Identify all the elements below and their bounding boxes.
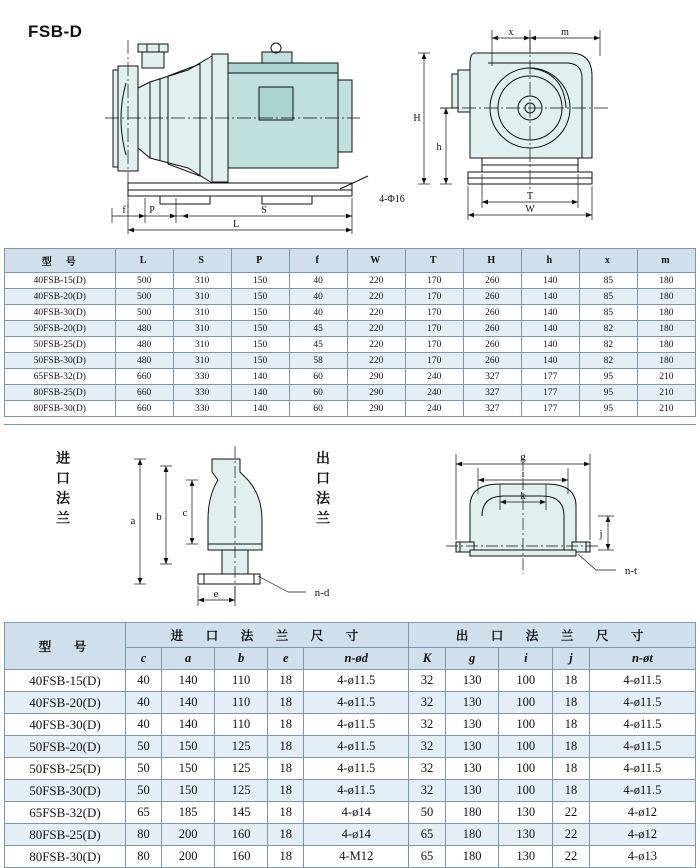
flange-value-cell: 180 bbox=[445, 802, 499, 824]
dim-T: T bbox=[526, 191, 534, 202]
flange-value-cell: 18 bbox=[268, 846, 304, 868]
flange-value-cell: 4-ø11.5 bbox=[304, 780, 409, 802]
main-value-cell: 210 bbox=[637, 385, 695, 401]
main-value-cell: 150 bbox=[231, 321, 289, 337]
flange-value-cell: 50 bbox=[125, 780, 161, 802]
main-value-cell: 260 bbox=[463, 321, 521, 337]
th-P: P bbox=[231, 249, 289, 273]
main-value-cell: 40 bbox=[289, 289, 347, 305]
flange-value-cell: 130 bbox=[499, 824, 553, 846]
main-value-cell: 327 bbox=[463, 369, 521, 385]
flange-value-cell: 18 bbox=[268, 670, 304, 692]
flange-model-cell: 50FSB-20(D) bbox=[5, 736, 126, 758]
table-row bbox=[5, 802, 696, 824]
flange-value-cell: 100 bbox=[499, 780, 553, 802]
th-H: H bbox=[463, 249, 521, 273]
main-value-cell: 40 bbox=[289, 305, 347, 321]
flange-value-cell: 32 bbox=[409, 692, 446, 714]
table-row bbox=[5, 305, 696, 321]
main-value-cell: 60 bbox=[289, 401, 347, 417]
dim-P: P bbox=[149, 205, 155, 216]
dim-b: b bbox=[156, 511, 162, 523]
table-row bbox=[5, 758, 696, 780]
flange-value-cell: 4-ø12 bbox=[589, 824, 695, 846]
table-row bbox=[5, 401, 696, 417]
flange-value-cell: 4-ø11.5 bbox=[589, 670, 695, 692]
flange-value-cell: 18 bbox=[553, 714, 590, 736]
table-row bbox=[5, 780, 696, 802]
flange-value-cell: 22 bbox=[553, 824, 590, 846]
flange-value-cell: 50 bbox=[125, 758, 161, 780]
th-L: L bbox=[115, 249, 173, 273]
flange-value-cell: 50 bbox=[125, 736, 161, 758]
th-K: K bbox=[409, 648, 446, 670]
main-value-cell: 85 bbox=[579, 289, 637, 305]
flange-value-cell: 100 bbox=[499, 736, 553, 758]
main-value-cell: 210 bbox=[637, 401, 695, 417]
page-title: FSB-D bbox=[28, 22, 83, 41]
th-b: b bbox=[215, 648, 268, 670]
main-value-cell: 260 bbox=[463, 273, 521, 289]
dim-m: m bbox=[561, 27, 569, 38]
main-value-cell: 180 bbox=[637, 321, 695, 337]
main-value-cell: 210 bbox=[637, 369, 695, 385]
main-value-cell: 180 bbox=[637, 289, 695, 305]
main-value-cell: 85 bbox=[579, 273, 637, 289]
flange-value-cell: 18 bbox=[268, 758, 304, 780]
th-W: W bbox=[347, 249, 405, 273]
main-value-cell: 180 bbox=[637, 273, 695, 289]
table-row bbox=[5, 692, 696, 714]
main-value-cell: 260 bbox=[463, 353, 521, 369]
main-value-cell: 58 bbox=[289, 353, 347, 369]
flange-value-cell: 4-M12 bbox=[304, 846, 409, 868]
flange-value-cell: 110 bbox=[215, 714, 268, 736]
dim-W: W bbox=[525, 204, 535, 215]
main-value-cell: 480 bbox=[115, 321, 173, 337]
main-model-cell: 40FSB-15(D) bbox=[5, 273, 116, 289]
flange-model-cell: 40FSB-20(D) bbox=[5, 692, 126, 714]
flange-dimension-table bbox=[4, 622, 696, 868]
th-S: S bbox=[173, 249, 231, 273]
main-value-cell: 150 bbox=[231, 289, 289, 305]
flange-value-cell: 50 bbox=[409, 802, 446, 824]
flange-value-cell: 18 bbox=[268, 692, 304, 714]
th-e: e bbox=[268, 648, 304, 670]
flange-value-cell: 130 bbox=[499, 846, 553, 868]
flange-value-cell: 40 bbox=[125, 692, 161, 714]
inlet-flange-label: 进 口 法 兰 bbox=[56, 450, 70, 526]
flange-model-cell: 40FSB-15(D) bbox=[5, 670, 126, 692]
main-value-cell: 290 bbox=[347, 385, 405, 401]
main-model-cell: 50FSB-25(D) bbox=[5, 337, 116, 353]
flange-value-cell: 4-ø11.5 bbox=[589, 758, 695, 780]
main-value-cell: 260 bbox=[463, 289, 521, 305]
th-T: T bbox=[405, 249, 463, 273]
main-value-cell: 330 bbox=[173, 401, 231, 417]
flange-value-cell: 18 bbox=[553, 780, 590, 802]
dim-k: k bbox=[520, 490, 526, 502]
main-model-cell: 65FSB-32(D) bbox=[5, 369, 116, 385]
main-value-cell: 60 bbox=[289, 369, 347, 385]
table-row bbox=[5, 337, 696, 353]
flange-value-cell: 4-ø13 bbox=[589, 846, 695, 868]
main-value-cell: 310 bbox=[173, 337, 231, 353]
main-value-cell: 170 bbox=[405, 353, 463, 369]
main-value-cell: 140 bbox=[521, 305, 579, 321]
flange-value-cell: 22 bbox=[553, 846, 590, 868]
flange-value-cell: 22 bbox=[553, 802, 590, 824]
th-a: a bbox=[162, 648, 215, 670]
flange-value-cell: 150 bbox=[162, 736, 215, 758]
flange-value-cell: 110 bbox=[215, 692, 268, 714]
table1-header-row bbox=[5, 249, 696, 273]
flange-value-cell: 125 bbox=[215, 736, 268, 758]
dim-n-d: n-d bbox=[314, 587, 330, 599]
main-value-cell: 95 bbox=[579, 401, 637, 417]
table-row bbox=[5, 736, 696, 758]
main-value-cell: 220 bbox=[347, 353, 405, 369]
flange-value-cell: 4-ø11.5 bbox=[304, 736, 409, 758]
th-c: c bbox=[125, 648, 161, 670]
main-value-cell: 480 bbox=[115, 353, 173, 369]
main-value-cell: 170 bbox=[405, 289, 463, 305]
flange-value-cell: 150 bbox=[162, 758, 215, 780]
main-value-cell: 310 bbox=[173, 289, 231, 305]
dim-a: a bbox=[130, 515, 136, 527]
main-value-cell: 170 bbox=[405, 273, 463, 289]
main-value-cell: 177 bbox=[521, 369, 579, 385]
table-row bbox=[5, 385, 696, 401]
main-model-cell: 40FSB-20(D) bbox=[5, 289, 116, 305]
flange-value-cell: 130 bbox=[445, 758, 499, 780]
table-row bbox=[5, 289, 696, 305]
main-value-cell: 327 bbox=[463, 385, 521, 401]
main-value-cell: 180 bbox=[637, 305, 695, 321]
main-value-cell: 220 bbox=[347, 337, 405, 353]
dim-x: x bbox=[508, 27, 514, 38]
flange-value-cell: 180 bbox=[445, 824, 499, 846]
main-value-cell: 180 bbox=[637, 337, 695, 353]
flange-value-cell: 65 bbox=[125, 802, 161, 824]
th-nd: n-ød bbox=[304, 648, 409, 670]
table-row bbox=[5, 273, 696, 289]
main-value-cell: 45 bbox=[289, 337, 347, 353]
flange-value-cell: 32 bbox=[409, 670, 446, 692]
flange-model-cell: 50FSB-25(D) bbox=[5, 758, 126, 780]
flange-detail-drawing bbox=[0, 424, 700, 622]
flange-value-cell: 180 bbox=[445, 846, 499, 868]
main-value-cell: 310 bbox=[173, 321, 231, 337]
flange-value-cell: 18 bbox=[553, 692, 590, 714]
main-value-cell: 310 bbox=[173, 353, 231, 369]
th-g: g bbox=[445, 648, 499, 670]
flange-value-cell: 4-ø11.5 bbox=[589, 736, 695, 758]
flange-value-cell: 160 bbox=[215, 846, 268, 868]
main-value-cell: 180 bbox=[637, 353, 695, 369]
table-row bbox=[5, 353, 696, 369]
flange-value-cell: 32 bbox=[409, 736, 446, 758]
main-value-cell: 140 bbox=[231, 401, 289, 417]
main-value-cell: 82 bbox=[579, 353, 637, 369]
main-value-cell: 82 bbox=[579, 337, 637, 353]
flange-value-cell: 4-ø11.5 bbox=[304, 692, 409, 714]
th-m: m bbox=[637, 249, 695, 273]
dim-L: L bbox=[232, 219, 240, 230]
main-value-cell: 170 bbox=[405, 321, 463, 337]
dim-j: j bbox=[599, 528, 603, 540]
main-value-cell: 500 bbox=[115, 305, 173, 321]
main-value-cell: 260 bbox=[463, 337, 521, 353]
top-assembly-drawing bbox=[0, 8, 700, 248]
flange-value-cell: 32 bbox=[409, 758, 446, 780]
flange-value-cell: 4-ø11.5 bbox=[589, 692, 695, 714]
main-value-cell: 170 bbox=[405, 337, 463, 353]
flange-value-cell: 18 bbox=[268, 736, 304, 758]
flange-value-cell: 130 bbox=[445, 736, 499, 758]
flange-value-cell: 100 bbox=[499, 758, 553, 780]
dim-e: e bbox=[213, 588, 219, 600]
flange-value-cell: 130 bbox=[445, 692, 499, 714]
th-model: 型 号 bbox=[5, 249, 116, 273]
flange-model-cell: 80FSB-30(D) bbox=[5, 846, 126, 868]
flange-value-cell: 4-ø11.5 bbox=[304, 670, 409, 692]
th-h: h bbox=[521, 249, 579, 273]
main-value-cell: 240 bbox=[405, 401, 463, 417]
flange-value-cell: 100 bbox=[499, 714, 553, 736]
th-outlet-group: 出 口 法 兰 尺 寸 bbox=[409, 623, 696, 648]
dim-i: i bbox=[521, 468, 525, 480]
main-value-cell: 290 bbox=[347, 401, 405, 417]
flange-value-cell: 145 bbox=[215, 802, 268, 824]
main-model-cell: 50FSB-20(D) bbox=[5, 321, 116, 337]
main-value-cell: 177 bbox=[521, 385, 579, 401]
main-value-cell: 60 bbox=[289, 385, 347, 401]
outlet-flange-label: 出 口 法 兰 bbox=[316, 450, 330, 526]
flange-value-cell: 125 bbox=[215, 780, 268, 802]
table-row bbox=[5, 714, 696, 736]
main-value-cell: 660 bbox=[115, 401, 173, 417]
main-model-cell: 50FSB-30(D) bbox=[5, 353, 116, 369]
main-value-cell: 170 bbox=[405, 305, 463, 321]
flange-value-cell: 150 bbox=[162, 780, 215, 802]
flange-value-cell: 140 bbox=[162, 714, 215, 736]
main-value-cell: 140 bbox=[231, 369, 289, 385]
flange-value-cell: 4-ø14 bbox=[304, 824, 409, 846]
flange-value-cell: 160 bbox=[215, 824, 268, 846]
flange-value-cell: 40 bbox=[125, 714, 161, 736]
flange-value-cell: 18 bbox=[268, 802, 304, 824]
main-value-cell: 140 bbox=[521, 353, 579, 369]
main-value-cell: 177 bbox=[521, 401, 579, 417]
flange-value-cell: 4-ø12 bbox=[589, 802, 695, 824]
dim-f: f bbox=[122, 205, 126, 216]
th-inlet-group: 进 口 法 兰 尺 寸 bbox=[125, 623, 408, 648]
th-nt: n-øt bbox=[589, 648, 695, 670]
flange-value-cell: 185 bbox=[162, 802, 215, 824]
main-value-cell: 95 bbox=[579, 369, 637, 385]
th-x: x bbox=[579, 249, 637, 273]
dim-H: H bbox=[413, 113, 421, 124]
th-f: f bbox=[289, 249, 347, 273]
main-value-cell: 150 bbox=[231, 353, 289, 369]
flange-value-cell: 65 bbox=[409, 846, 446, 868]
flange-value-cell: 140 bbox=[162, 670, 215, 692]
dim-S: S bbox=[261, 205, 267, 216]
flange-value-cell: 18 bbox=[553, 736, 590, 758]
main-value-cell: 500 bbox=[115, 273, 173, 289]
flange-value-cell: 18 bbox=[268, 824, 304, 846]
main-value-cell: 140 bbox=[521, 337, 579, 353]
dim-h: h bbox=[436, 142, 442, 153]
flange-value-cell: 4-ø11.5 bbox=[304, 714, 409, 736]
flange-value-cell: 140 bbox=[162, 692, 215, 714]
flange-value-cell: 32 bbox=[409, 780, 446, 802]
main-value-cell: 330 bbox=[173, 369, 231, 385]
table-row bbox=[5, 824, 696, 846]
main-value-cell: 140 bbox=[521, 321, 579, 337]
main-value-cell: 327 bbox=[463, 401, 521, 417]
table-row bbox=[5, 670, 696, 692]
table-row bbox=[5, 846, 696, 868]
main-model-cell: 80FSB-25(D) bbox=[5, 385, 116, 401]
flange-value-cell: 18 bbox=[553, 670, 590, 692]
main-value-cell: 220 bbox=[347, 321, 405, 337]
th-j: j bbox=[553, 648, 590, 670]
main-value-cell: 260 bbox=[463, 305, 521, 321]
flange-value-cell: 130 bbox=[445, 780, 499, 802]
flange-value-cell: 110 bbox=[215, 670, 268, 692]
flange-value-cell: 200 bbox=[162, 846, 215, 868]
flange-value-cell: 4-ø11.5 bbox=[589, 780, 695, 802]
main-value-cell: 660 bbox=[115, 369, 173, 385]
flange-value-cell: 18 bbox=[553, 758, 590, 780]
flange-value-cell: 130 bbox=[499, 802, 553, 824]
main-value-cell: 45 bbox=[289, 321, 347, 337]
table-row bbox=[5, 369, 696, 385]
flange-value-cell: 80 bbox=[125, 846, 161, 868]
main-value-cell: 660 bbox=[115, 385, 173, 401]
main-value-cell: 140 bbox=[231, 385, 289, 401]
main-value-cell: 150 bbox=[231, 305, 289, 321]
main-value-cell: 330 bbox=[173, 385, 231, 401]
flange-value-cell: 100 bbox=[499, 670, 553, 692]
main-value-cell: 85 bbox=[579, 305, 637, 321]
flange-value-cell: 18 bbox=[268, 714, 304, 736]
main-value-cell: 140 bbox=[521, 273, 579, 289]
main-value-cell: 240 bbox=[405, 369, 463, 385]
main-value-cell: 310 bbox=[173, 305, 231, 321]
th-i: i bbox=[499, 648, 553, 670]
flange-model-cell: 80FSB-25(D) bbox=[5, 824, 126, 846]
flange-value-cell: 4-ø14 bbox=[304, 802, 409, 824]
flange-value-cell: 4-ø11.5 bbox=[589, 714, 695, 736]
flange-value-cell: 130 bbox=[445, 714, 499, 736]
main-value-cell: 220 bbox=[347, 289, 405, 305]
main-value-cell: 140 bbox=[521, 289, 579, 305]
dim-n-t: n-t bbox=[624, 565, 638, 577]
main-value-cell: 500 bbox=[115, 289, 173, 305]
flange-value-cell: 40 bbox=[125, 670, 161, 692]
main-value-cell: 82 bbox=[579, 321, 637, 337]
table2-group-header-row bbox=[5, 623, 696, 648]
flange-value-cell: 200 bbox=[162, 824, 215, 846]
main-value-cell: 40 bbox=[289, 273, 347, 289]
main-value-cell: 290 bbox=[347, 369, 405, 385]
dim-bolt: 4-Φ16 bbox=[379, 194, 405, 205]
flange-model-cell: 65FSB-32(D) bbox=[5, 802, 126, 824]
flange-value-cell: 32 bbox=[409, 714, 446, 736]
main-value-cell: 480 bbox=[115, 337, 173, 353]
table-row bbox=[5, 321, 696, 337]
flange-value-cell: 80 bbox=[125, 824, 161, 846]
flange-model-cell: 40FSB-30(D) bbox=[5, 714, 126, 736]
main-model-cell: 80FSB-30(D) bbox=[5, 401, 116, 417]
flange-value-cell: 18 bbox=[268, 780, 304, 802]
flange-value-cell: 100 bbox=[499, 692, 553, 714]
flange-value-cell: 4-ø11.5 bbox=[304, 758, 409, 780]
main-value-cell: 150 bbox=[231, 337, 289, 353]
dim-c: c bbox=[182, 507, 188, 519]
flange-value-cell: 125 bbox=[215, 758, 268, 780]
th-model-group: 型 号 bbox=[5, 623, 126, 670]
dim-g: g bbox=[520, 451, 526, 463]
main-value-cell: 310 bbox=[173, 273, 231, 289]
flange-value-cell: 65 bbox=[409, 824, 446, 846]
main-value-cell: 150 bbox=[231, 273, 289, 289]
main-value-cell: 240 bbox=[405, 385, 463, 401]
main-model-cell: 40FSB-30(D) bbox=[5, 305, 116, 321]
main-value-cell: 95 bbox=[579, 385, 637, 401]
main-value-cell: 220 bbox=[347, 305, 405, 321]
main-value-cell: 220 bbox=[347, 273, 405, 289]
dimension-table-main bbox=[4, 248, 696, 417]
flange-value-cell: 130 bbox=[445, 670, 499, 692]
flange-model-cell: 50FSB-30(D) bbox=[5, 780, 126, 802]
